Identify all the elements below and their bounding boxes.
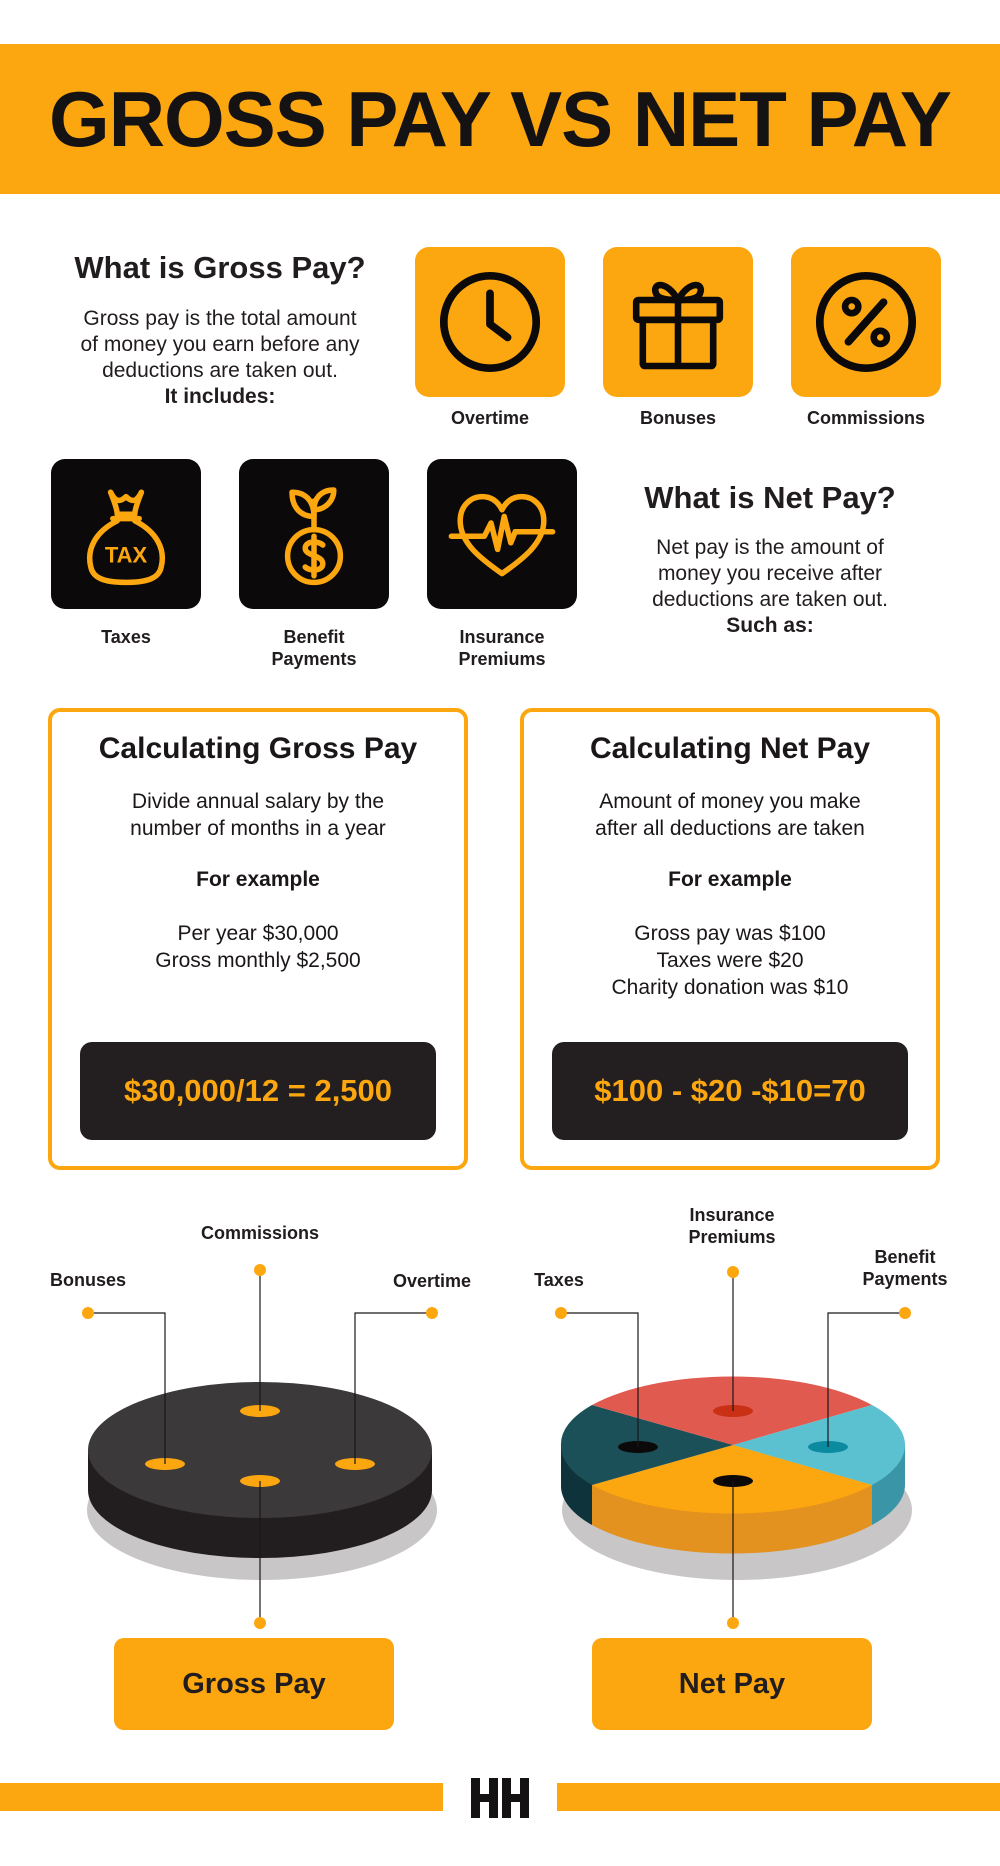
clock-icon <box>435 267 545 377</box>
net-desc-line: deductions are taken out. <box>652 588 888 611</box>
example-title: For example <box>196 868 320 891</box>
label-line: Payments <box>862 1269 948 1289</box>
tax-bag-icon <box>71 479 181 589</box>
example-line: Charity donation was $10 <box>611 976 849 999</box>
desc-line: Divide annual salary by the <box>131 790 385 813</box>
caption-line: Premiums <box>458 649 546 669</box>
gross-pay-disc <box>82 1264 438 1629</box>
footer-bar-left <box>0 1783 443 1811</box>
gross-pay-button[interactable]: Gross Pay <box>114 1638 394 1730</box>
gross-pay-description <box>40 306 400 410</box>
formula-box: $30,000/12 = 2,500 <box>80 1042 436 1140</box>
svg-text:TAX: TAX <box>104 542 148 568</box>
calculating-net-pay-card <box>520 708 940 1170</box>
net-pay-pie <box>555 1266 912 1629</box>
benefit-payments-caption <box>229 626 399 670</box>
label-line: Premiums <box>688 1227 776 1247</box>
net-label-taxes: Taxes <box>534 1270 584 1290</box>
net-pay-description <box>600 535 940 639</box>
example-line: Gross pay was $100 <box>634 922 826 945</box>
desc-line: Amount of money you make <box>599 790 861 813</box>
example-lines <box>52 920 464 974</box>
label-line: Benefit <box>874 1247 936 1267</box>
net-pay-heading: What is Net Pay? <box>644 480 896 515</box>
gross-desc-line: of money you earn before any <box>80 333 360 356</box>
percent-icon <box>811 267 921 377</box>
heartbeat-icon <box>447 479 557 589</box>
gross-label-bonuses: Bonuses <box>49 1270 127 1290</box>
net-label-benefit-payments <box>845 1246 965 1290</box>
label-line: Insurance <box>689 1205 775 1225</box>
gift-icon <box>623 267 733 377</box>
taxes-caption: Taxes <box>101 627 151 647</box>
net-label-insurance-premiums <box>662 1204 802 1248</box>
desc-line: after all deductions are taken <box>595 817 865 840</box>
caption-line: Insurance <box>459 627 545 647</box>
desc-line: number of months in a year <box>130 817 386 840</box>
example-line: Per year $30,000 <box>177 922 339 945</box>
bonuses-tile <box>603 247 753 397</box>
insurance-premiums-tile <box>427 459 577 609</box>
page-title: GROSS PAY VS NET PAY <box>49 74 951 163</box>
example-line: Gross monthly $2,500 <box>155 949 361 972</box>
caption-line: Payments <box>271 649 357 669</box>
footer-bar-right <box>557 1783 1000 1811</box>
net-pay-button[interactable]: Net Pay <box>592 1638 872 1730</box>
card-title: Calculating Net Pay <box>589 732 871 765</box>
net-desc-line: Net pay is the amount of <box>656 536 884 559</box>
hh-logo-icon <box>469 1778 531 1818</box>
such-as-label: Such as: <box>726 614 814 637</box>
overtime-caption: Overtime <box>450 408 530 428</box>
example-title: For example <box>668 868 792 891</box>
insurance-premiums-caption <box>417 626 587 670</box>
example-line: Taxes were $20 <box>656 949 804 972</box>
net-desc-line: money you receive after <box>657 562 883 585</box>
commissions-caption: Commissions <box>806 408 926 428</box>
title-banner <box>0 44 1000 194</box>
gross-label-commissions: Commissions <box>200 1223 320 1243</box>
calculating-gross-pay-card <box>48 708 468 1170</box>
commissions-tile <box>791 247 941 397</box>
benefit-payments-tile <box>239 459 389 609</box>
gross-desc-line: deductions are taken out. <box>102 359 338 382</box>
overtime-tile <box>415 247 565 397</box>
includes-label: It includes: <box>164 385 276 408</box>
gross-label-overtime: Overtime <box>392 1271 472 1291</box>
gross-pay-heading: What is Gross Pay? <box>74 250 366 285</box>
bonuses-caption: Bonuses <box>639 408 717 428</box>
card-title: Calculating Gross Pay <box>98 732 418 765</box>
card-description <box>72 788 444 842</box>
caption-line: Benefit <box>283 627 345 647</box>
card-description <box>544 788 916 842</box>
formula-box: $100 - $20 -$10=70 <box>552 1042 908 1140</box>
taxes-tile <box>51 459 201 609</box>
money-plant-icon <box>259 479 369 589</box>
gross-desc-line: Gross pay is the total amount <box>83 307 357 330</box>
example-lines <box>524 920 936 1001</box>
